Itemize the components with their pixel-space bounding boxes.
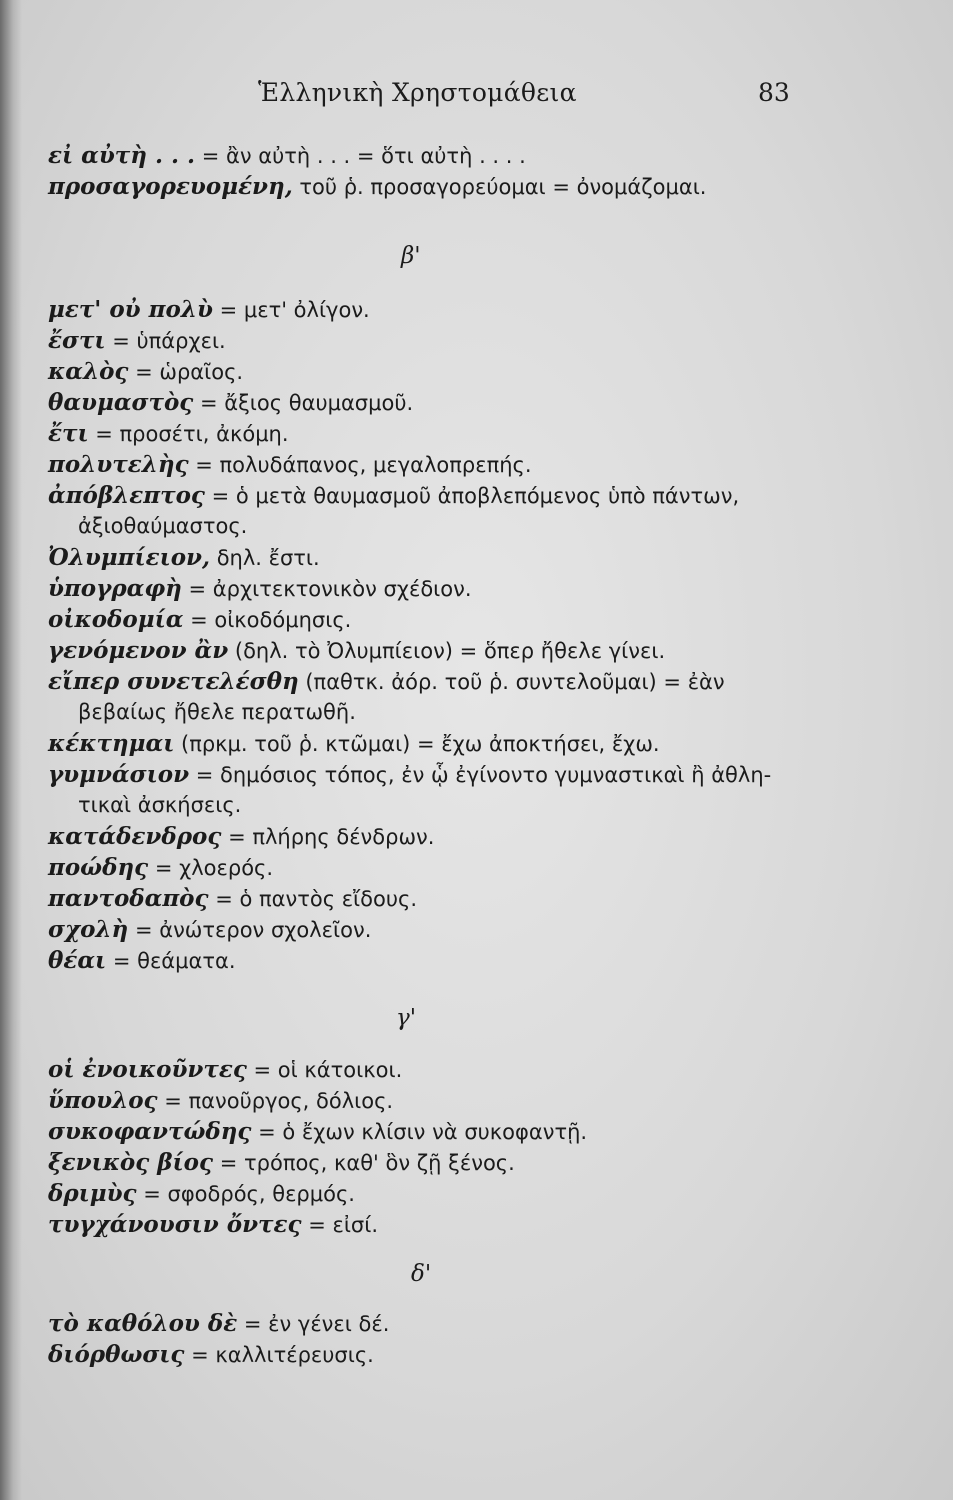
running-title: Ἑλληνικὴ Χρηστομάθεια	[258, 78, 577, 107]
entry-term: οἰκοδομία	[48, 606, 184, 633]
entry-term: θέαι	[48, 947, 107, 974]
entry-term: προσαγορευομένη,	[48, 173, 293, 200]
glossary-body	[48, 140, 908, 1370]
entry-term: καλὸς	[48, 358, 129, 385]
entry-continuation	[48, 697, 908, 728]
entry-gloss: = θεάματα.	[106, 949, 236, 973]
entry-gloss: (δηλ. τὸ Ὀλυμπίειον) = ὅπερ ἤθελε γίνει.	[228, 639, 666, 663]
glossary-entry	[48, 883, 908, 914]
glossary-entry	[48, 728, 908, 759]
entry-gloss: = οἰκοδόμησις.	[183, 608, 352, 632]
entry-gloss: = πανοῦργος, δόλιος.	[157, 1089, 394, 1113]
entry-gloss-continued: βεβαίως ἤθελε περατωθῆ.	[78, 700, 356, 724]
entry-term: σχολὴ	[48, 916, 129, 943]
glossary-entry	[48, 325, 908, 356]
entry-gloss: (πρκμ. τοῦ ῥ. κτῶμαι) = ἔχω ἀποκτήσει, ἔχω.	[174, 732, 660, 756]
section-marker: β'	[401, 243, 421, 269]
entry-term: θαυμαστὸς	[48, 389, 194, 416]
entry-gloss-continued: ἀξιοθαύμαστος.	[78, 514, 248, 538]
entry-gloss: = τρόπος, καθ' ὃν ζῇ ξένος.	[213, 1151, 515, 1175]
entry-term: διόρθωσις	[48, 1341, 185, 1368]
entry-gloss: = προσέτι, ἀκόμη.	[88, 422, 289, 446]
entry-gloss: = πλήρης δένδρων.	[221, 825, 435, 849]
entry-gloss: = χλοερός.	[148, 856, 274, 880]
entry-gloss: = οἱ κάτοικοι.	[246, 1058, 403, 1082]
entry-gloss: = ὁ παντὸς εἴδους.	[208, 887, 418, 911]
entry-gloss: δηλ. ἔστι.	[210, 546, 320, 570]
glossary-entry	[48, 1147, 908, 1178]
entry-term: ἔτι	[48, 420, 89, 447]
page-header	[0, 78, 953, 118]
entry-term: γυμνάσιον	[48, 761, 190, 788]
entry-term: Ὀλυμπίειον,	[48, 544, 211, 571]
glossary-entry	[48, 945, 908, 976]
entry-gloss: = ἂν αὐτὴ . . . = ὅτι αὐτὴ . . . .	[195, 144, 526, 168]
entry-gloss: = εἰσί.	[301, 1213, 379, 1237]
entry-term: ποώδης	[48, 854, 149, 881]
entry-term: ὑπογραφὴ	[48, 575, 182, 602]
glossary-entry	[48, 821, 908, 852]
section-marker: γ'	[396, 1005, 417, 1031]
entry-term: ἀπόβλεπτος	[48, 482, 205, 509]
entry-continuation	[48, 511, 908, 542]
glossary-entry	[48, 294, 908, 325]
glossary-entry	[48, 759, 908, 790]
entry-term: μετ' οὐ πολὺ	[48, 296, 213, 323]
glossary-entry	[48, 418, 908, 449]
glossary-entry	[48, 914, 908, 945]
glossary-entry	[48, 635, 908, 666]
entry-term: γενόμενον ἂν	[48, 637, 229, 664]
entry-term: ἔστι	[48, 327, 106, 354]
entry-gloss: = ὁ μετὰ θαυμασμοῦ ἀποβλεπόμενος ὑπὸ πάντων,	[204, 484, 740, 508]
glossary-entry	[48, 1209, 908, 1240]
entry-gloss: (παθτκ. ἀόρ. τοῦ ῥ. συντελοῦμαι) = ἐὰν	[298, 670, 725, 694]
glossary-entry	[48, 1178, 908, 1209]
glossary-entry	[48, 140, 908, 171]
entry-term: τὸ καθόλου δὲ	[48, 1310, 238, 1337]
entry-term: εἴπερ συνετελέσθη	[48, 668, 299, 695]
entry-gloss: = ἄξιος θαυμασμοῦ.	[193, 391, 414, 415]
entry-term: πολυτελὴς	[48, 451, 189, 478]
glossary-entry	[48, 171, 908, 202]
entry-gloss: = ὁ ἔχων κλίσιν νὰ συκοφαντῇ.	[251, 1120, 588, 1144]
entry-term: δριμὺς	[48, 1180, 137, 1207]
glossary-entry	[48, 1085, 908, 1116]
entry-gloss-continued: τικαὶ ἀσκήσεις.	[78, 793, 242, 817]
glossary-entry	[48, 1308, 908, 1339]
entry-term: συκοφαντώδης	[48, 1118, 252, 1145]
glossary-entry	[48, 666, 908, 697]
entry-gloss: = ὑπάρχει.	[105, 329, 226, 353]
glossary-entry	[48, 852, 908, 883]
entry-term: κατάδενδρος	[48, 823, 222, 850]
page-gutter-shadow	[0, 0, 22, 1500]
entry-term: ὕπουλος	[48, 1087, 158, 1114]
entry-term: κέκτημαι	[48, 730, 175, 757]
glossary-entry	[48, 449, 908, 480]
entry-term: εἰ αὐτὴ . . .	[48, 142, 196, 169]
entry-term: οἱ ἐνοικοῦντες	[48, 1056, 247, 1083]
glossary-entry	[48, 356, 908, 387]
page-number: 83	[758, 78, 790, 107]
glossary-entry	[48, 1116, 908, 1147]
entry-gloss: = μετ' ὀλίγον.	[212, 298, 370, 322]
entry-gloss: = ἐν γένει δέ.	[237, 1312, 390, 1336]
section-marker: δ'	[411, 1261, 432, 1287]
entry-gloss: = ἀρχιτεκτονικὸν σχέδιον.	[181, 577, 472, 601]
entry-term: παντοδαπὸς	[48, 885, 209, 912]
glossary-entry	[48, 573, 908, 604]
glossary-entry	[48, 1054, 908, 1085]
glossary-entry	[48, 542, 908, 573]
entry-gloss: = καλλιτέρευσις.	[184, 1343, 374, 1367]
entry-term: ξενικὸς βίος	[48, 1149, 214, 1176]
glossary-entry	[48, 1339, 908, 1370]
entry-gloss: = ὡραῖος.	[128, 360, 244, 384]
entry-gloss: = σφοδρός, θερμός.	[136, 1182, 355, 1206]
glossary-entry	[48, 480, 908, 511]
entry-gloss: τοῦ ῥ. προσαγορεύομαι = ὀνομάζομαι.	[292, 175, 707, 199]
glossary-entry	[48, 604, 908, 635]
entry-gloss: = ἀνώτερον σχολεῖον.	[128, 918, 372, 942]
entry-continuation	[48, 790, 908, 821]
entry-gloss: = πολυδάπανος, μεγαλοπρεπής.	[188, 453, 532, 477]
entry-term: τυγχάνουσιν ὄντες	[48, 1211, 302, 1238]
entry-gloss: = δημόσιος τόπος, ἐν ᾧ ἐγίνοντο γυμναστικαὶ ἢ ἀθλη-	[189, 763, 772, 787]
glossary-entry	[48, 387, 908, 418]
